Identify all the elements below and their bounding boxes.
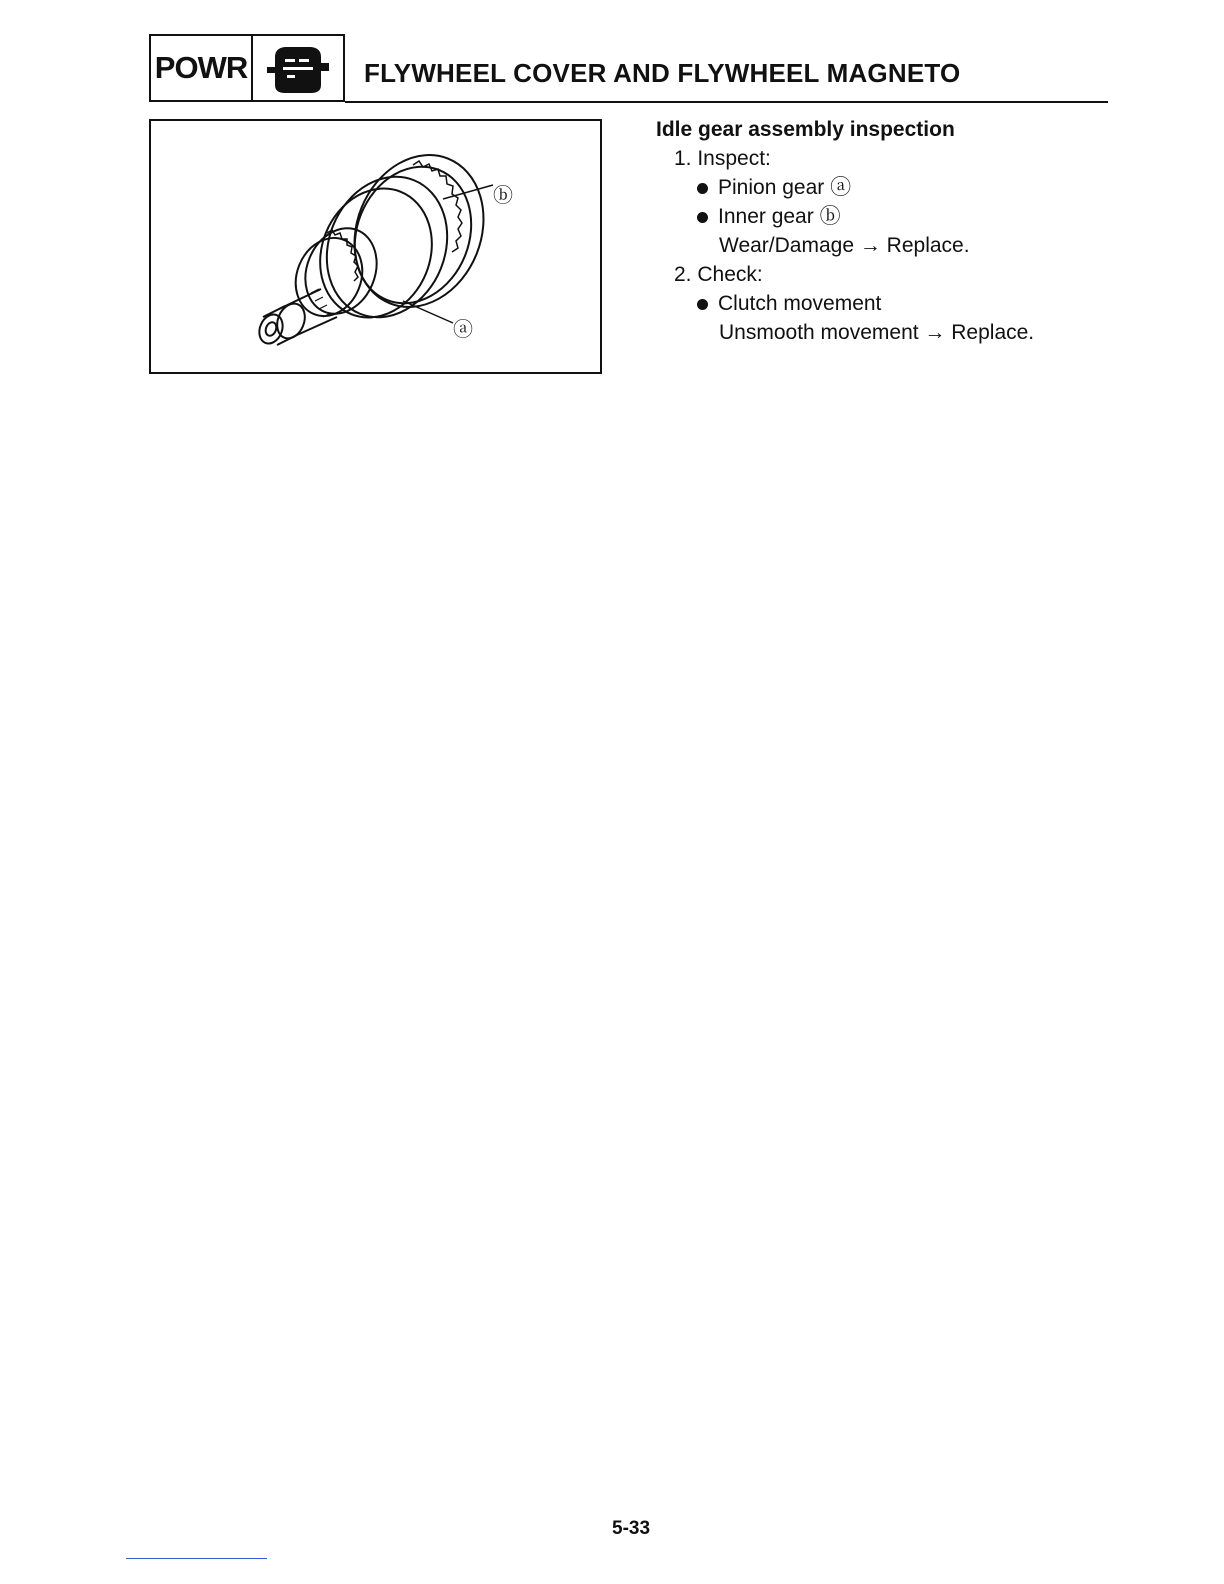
- list-item: Pinion gear ⓐ: [656, 173, 1034, 202]
- page-number: 5-33: [612, 1518, 651, 1539]
- callout-a: ⓐ: [453, 317, 473, 341]
- section-tag: POWR: [151, 36, 253, 100]
- step-inspect-result: Wear/Damage → Replace.: [719, 234, 970, 257]
- bullet-icon: [697, 212, 708, 223]
- page-title: FLYWHEEL COVER AND FLYWHEEL MAGNETO: [364, 58, 961, 88]
- step-check: 2. Check:: [674, 263, 763, 286]
- bullet-icon: [697, 299, 708, 310]
- section-heading: Idle gear assembly inspection: [656, 118, 955, 141]
- step-inspect: 1. Inspect:: [674, 147, 771, 170]
- step-check-result: Unsmooth movement → Replace.: [719, 321, 1035, 344]
- section-header-box: [149, 34, 345, 102]
- callout-b: ⓑ: [493, 183, 513, 207]
- list-item: Clutch movement: [656, 289, 1034, 318]
- bullet-icon: [697, 183, 708, 194]
- idle-gear-drawing: [151, 121, 600, 372]
- list-item: Inner gear ⓑ: [656, 202, 1034, 231]
- idle-gear-figure: [149, 119, 602, 374]
- engine-icon: [253, 36, 343, 100]
- inspection-text: [656, 115, 1034, 347]
- header-rule: [345, 101, 1108, 103]
- footer-link-line[interactable]: [126, 1558, 267, 1559]
